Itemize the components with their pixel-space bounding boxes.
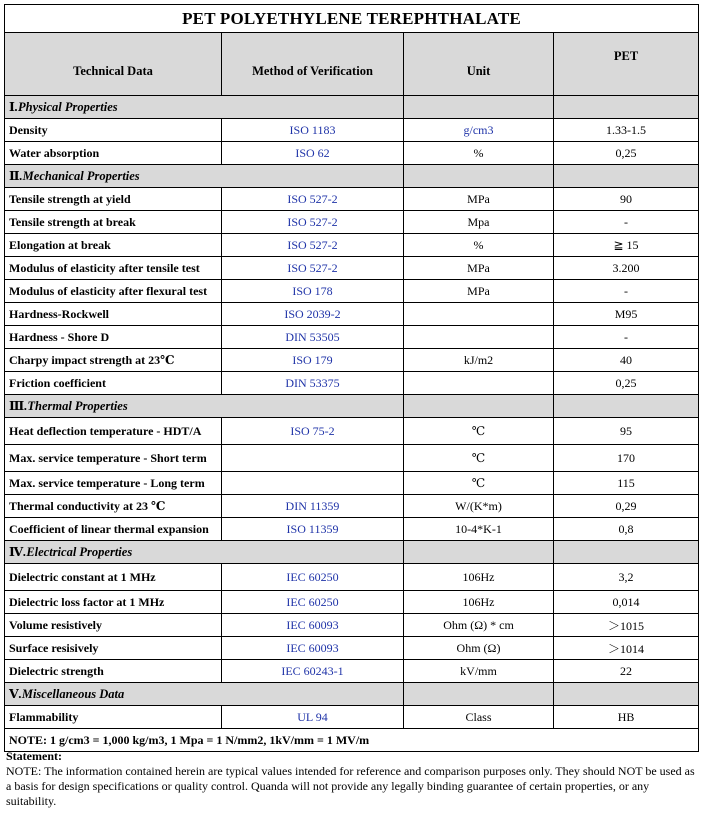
unit-value: %	[404, 142, 554, 165]
unit-value: g/cm3	[404, 119, 554, 142]
pet-value: -	[554, 326, 699, 349]
section-title	[5, 683, 404, 706]
section-blank-cell	[554, 165, 699, 188]
pet-value: ＞1015	[554, 614, 699, 637]
section-numeral: Ⅴ	[9, 687, 19, 701]
statement-title: Statement:	[6, 749, 62, 763]
unit-value: MPa	[404, 188, 554, 211]
method-value: ISO 527-2	[222, 234, 404, 257]
section-numeral: Ⅰ	[9, 100, 15, 114]
pet-value: 1.33-1.5	[554, 119, 699, 142]
property-name: Dielectric loss factor at 1 MHz	[5, 591, 222, 614]
table-row	[5, 303, 699, 326]
unit-value	[404, 303, 554, 326]
table-row	[5, 234, 699, 257]
section-numeral: Ⅱ	[9, 169, 20, 183]
pet-value: 0,29	[554, 495, 699, 518]
property-name: Friction coefficient	[5, 372, 222, 395]
property-name: Max. service temperature - Long term	[5, 472, 222, 495]
section-blank-cell	[554, 683, 699, 706]
property-name: Coefficient of linear thermal expansion	[5, 518, 222, 541]
section-title	[5, 96, 404, 119]
section-numeral: Ⅲ	[9, 399, 25, 413]
table-row	[5, 211, 699, 234]
table-row	[5, 637, 699, 660]
property-name: Volume resistively	[5, 614, 222, 637]
unit-value: ℃	[404, 418, 554, 445]
unit-value: %	[404, 234, 554, 257]
table-row	[5, 518, 699, 541]
property-name: Density	[5, 119, 222, 142]
table-row	[5, 614, 699, 637]
section-blank-cell	[554, 541, 699, 564]
section-header	[5, 683, 699, 706]
property-name: Hardness-Rockwell	[5, 303, 222, 326]
page-title: PET POLYETHYLENE TEREPHTHALATE	[5, 5, 699, 33]
unit-value: kJ/m2	[404, 349, 554, 372]
unit-value: 10-4*K-1	[404, 518, 554, 541]
section-blank-cell	[404, 395, 554, 418]
column-header-method: Method of Verification	[222, 33, 404, 96]
section-header	[5, 96, 699, 119]
column-header-unit: Unit	[404, 33, 554, 96]
section-blank-cell	[404, 165, 554, 188]
table-row	[5, 472, 699, 495]
section-blank-cell	[404, 96, 554, 119]
table-row	[5, 564, 699, 591]
pet-value: 115	[554, 472, 699, 495]
method-value: IEC 60243-1	[222, 660, 404, 683]
section-title	[5, 541, 404, 564]
units-note: NOTE: 1 g/cm3 = 1,000 kg/m3, 1 Mpa = 1 N/mm2, 1kV/mm = 1 MV/m	[5, 729, 699, 752]
datasheet	[4, 4, 698, 752]
method-value: IEC 60250	[222, 591, 404, 614]
method-value	[222, 472, 404, 495]
method-value	[222, 445, 404, 472]
method-value: DIN 53375	[222, 372, 404, 395]
unit-value: Ohm (Ω) * cm	[404, 614, 554, 637]
table-row	[5, 119, 699, 142]
pet-value: 3.200	[554, 257, 699, 280]
table-row	[5, 349, 699, 372]
unit-value: MPa	[404, 280, 554, 303]
method-value: ISO 527-2	[222, 211, 404, 234]
method-value: IEC 60093	[222, 614, 404, 637]
property-name: Modulus of elasticity after tensile test	[5, 257, 222, 280]
pet-value: -	[554, 211, 699, 234]
statement-block	[6, 749, 696, 809]
unit-value: W/(K*m)	[404, 495, 554, 518]
table-row	[5, 591, 699, 614]
table-row	[5, 706, 699, 729]
properties-table	[4, 4, 699, 752]
section-name: .Physical Properties	[14, 100, 118, 114]
pet-value: 22	[554, 660, 699, 683]
pet-value: 0,25	[554, 372, 699, 395]
table-row	[5, 445, 699, 472]
section-blank-cell	[404, 683, 554, 706]
unit-value: MPa	[404, 257, 554, 280]
property-name: Dielectric constant at 1 MHz	[5, 564, 222, 591]
unit-value: Mpa	[404, 211, 554, 234]
pet-value: 40	[554, 349, 699, 372]
unit-value: ℃	[404, 472, 554, 495]
section-title	[5, 395, 404, 418]
property-name: Modulus of elasticity after flexural test	[5, 280, 222, 303]
property-name: Dielectric strength	[5, 660, 222, 683]
unit-value: kV/mm	[404, 660, 554, 683]
unit-value: Class	[404, 706, 554, 729]
section-header	[5, 165, 699, 188]
method-value: ISO 527-2	[222, 257, 404, 280]
property-name: Tensile strength at break	[5, 211, 222, 234]
section-title	[5, 165, 404, 188]
table-row	[5, 495, 699, 518]
property-name: Elongation at break	[5, 234, 222, 257]
pet-value: 170	[554, 445, 699, 472]
method-value: ISO 178	[222, 280, 404, 303]
property-name: Water absorption	[5, 142, 222, 165]
method-value: ISO 75-2	[222, 418, 404, 445]
property-name: Thermal conductivity at 23 ℃	[5, 495, 222, 518]
table-row	[5, 280, 699, 303]
table-row	[5, 372, 699, 395]
method-value: ISO 179	[222, 349, 404, 372]
section-name: .Thermal Properties	[24, 399, 128, 413]
property-name: Surface resisively	[5, 637, 222, 660]
pet-value: M95	[554, 303, 699, 326]
property-name: Tensile strength at yield	[5, 188, 222, 211]
pet-value: 0,014	[554, 591, 699, 614]
property-name: Max. service temperature - Short term	[5, 445, 222, 472]
unit-value	[404, 372, 554, 395]
section-blank-cell	[554, 96, 699, 119]
pet-value: -	[554, 280, 699, 303]
section-name: .Miscellaneous Data	[18, 687, 125, 701]
unit-value: 106Hz	[404, 564, 554, 591]
method-value: ISO 62	[222, 142, 404, 165]
section-header	[5, 395, 699, 418]
table-row	[5, 418, 699, 445]
property-name: Flammability	[5, 706, 222, 729]
method-value: DIN 11359	[222, 495, 404, 518]
method-value: IEC 60250	[222, 564, 404, 591]
unit-value: ℃	[404, 445, 554, 472]
section-name: .Electrical Properties	[23, 545, 133, 559]
table-row	[5, 257, 699, 280]
table-row	[5, 660, 699, 683]
pet-value: HB	[554, 706, 699, 729]
section-blank-cell	[554, 395, 699, 418]
table-row	[5, 188, 699, 211]
method-value: ISO 11359	[222, 518, 404, 541]
property-name: Heat deflection temperature - HDT/A	[5, 418, 222, 445]
table-row	[5, 326, 699, 349]
method-value: IEC 60093	[222, 637, 404, 660]
title-row	[5, 5, 699, 33]
pet-value: 0,8	[554, 518, 699, 541]
section-blank-cell	[404, 541, 554, 564]
statement-text: NOTE: The information contained herein are typical values intended for reference and comparison purposes only. They should NOT be used as a basis for design specifications or quality control. Quanda will not provide any legally binding guarantee of certain properties, or any suitability.	[6, 764, 695, 808]
pet-value: ＞1014	[554, 637, 699, 660]
method-value: UL 94	[222, 706, 404, 729]
method-value: DIN 53505	[222, 326, 404, 349]
unit-value: 106Hz	[404, 591, 554, 614]
column-header-pet: PET	[554, 33, 699, 96]
pet-value: 95	[554, 418, 699, 445]
pet-value: 0,25	[554, 142, 699, 165]
pet-value: 3,2	[554, 564, 699, 591]
table-row	[5, 142, 699, 165]
unit-value	[404, 326, 554, 349]
method-value: ISO 2039-2	[222, 303, 404, 326]
header-row	[5, 33, 699, 96]
pet-value: ≧ 15	[554, 234, 699, 257]
section-header	[5, 541, 699, 564]
section-name: .Mechanical Properties	[19, 169, 140, 183]
section-numeral: Ⅳ	[9, 545, 24, 559]
property-name: Charpy impact strength at 23℃	[5, 349, 222, 372]
method-value: ISO 1183	[222, 119, 404, 142]
unit-value: Ohm (Ω)	[404, 637, 554, 660]
column-header-technical: Technical Data	[5, 33, 222, 96]
pet-value: 90	[554, 188, 699, 211]
property-name: Hardness - Shore D	[5, 326, 222, 349]
method-value: ISO 527-2	[222, 188, 404, 211]
